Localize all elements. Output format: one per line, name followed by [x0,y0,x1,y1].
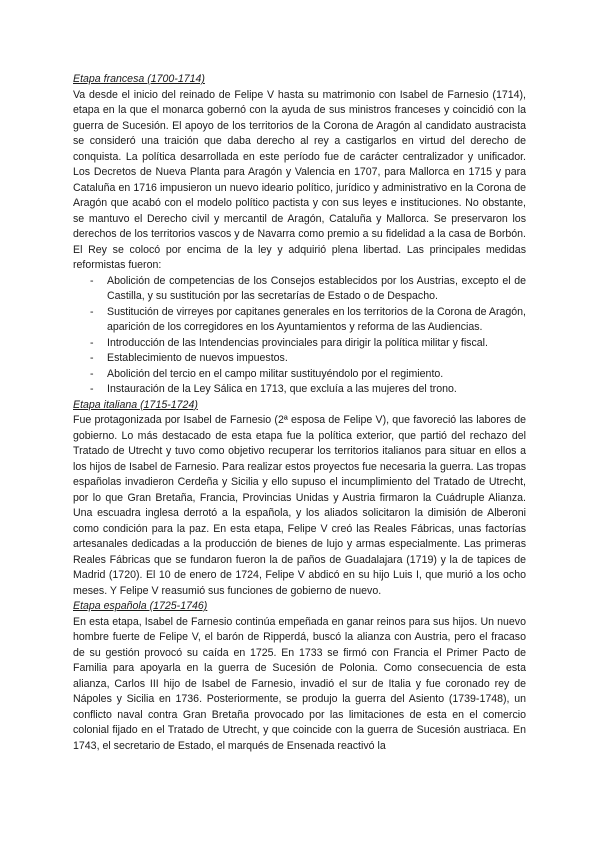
section-heading-espanola: Etapa española (1725-1746) [73,600,208,612]
section-heading-italiana: Etapa italiana (1715-1724) [73,398,198,411]
section-paragraph-italiana: Fue protagonizada por Isabel de Farnesio (2ª esposa de Felipe V), que favoreció las labores de gobierno. Lo más destacado de esta etapa fue la política exterior, que partió del rechazo del Tratado de Utrecht y tuvo como objetivo recuperar los territorios italianos para situar en ellos a los hijos de Isabel de Farnesio. Para realizar estos proyectos fue necesaria la guerra. Las tropas españolas invadieron Cerdeña y Sicilia y ello supuso el incumplimiento del Tratado de Utrecht, por lo que Gran Bretaña, Francia, Provincias Unidas y Austria firmaron la Cuádruple Alianza. Una escuadra inglesa derrotó a la española, y los aliados solicitaron la dimisión de Alberoni como condición para la paz. En esta etapa, Felipe V creó las Reales Fábricas, unas factorías artesanales dedicadas a la producción de bienes de lujo y armas especialmente. Las primeras Reales Fábricas que se fundaron fueron la de paños de Guadalajara (1719) y la de tapices de Madrid (1720). El 10 de enero de 1724, Felipe V abdicó en su hijo Luis I, que murió a los ocho meses. Y Felipe V reasumió sus funciones de gobierno de nuevo. [73,414,526,597]
reforms-list [73,274,526,398]
document-page [73,72,526,754]
list-item: - Abolición de competencias de los Consejos establecidos por los Austrias, excepto el de Castilla, y su sustitución por las secretarías de Estado o de Despacho. [107,274,526,305]
section-paragraph-francesa: Va desde el inicio del reinado de Felipe V hasta su matrimonio con Isabel de Farnesio (1714), etapa en la que el monarca gobernó con la ayuda de sus ministros franceses y coincidió con la guerra de Sucesión. El apoyo de los territorios de la Corona de Aragón al candidato austracista se consideró una traición que daba derecho al rey a castigarlos en virtud del derecho de conquista. La política desarrollada en este período fue de carácter centralizador y unificador. Los Decretos de Nueva Planta para Aragón y Valencia en 1707, para Mallorca en 1715 y para Cataluña en 1716 impusieron un nuevo ideario político, jurídico y administrativo en la Corona de Aragón que acabó con el modelo político pactista y con sus leyes e instituciones. No obstante, se mantuvo el Derecho civil y mercantil de Aragón, Cataluña y Mallorca. Se preservaron los derechos de los territorios vascos y de Navarra como premio a su fidelidad a la casa de Borbón. El Rey se colocó por encima de la ley y adquirió plena libertad. Las principales medidas reformistas fueron: [73,88,526,271]
list-item: - Abolición del tercio en el campo militar sustituyéndolo por el regimiento. [107,367,526,383]
section-heading-francesa: Etapa francesa (1700-1714) [73,73,205,85]
list-item: - Establecimiento de nuevos impuestos. [107,351,526,367]
list-item: - Sustitución de virreyes por capitanes generales en los territorios de la Corona de Aragón, aparición de los corregidores en los Ayuntamientos y reforma de las Audiencias. [107,305,526,336]
section-paragraph-espanola: En esta etapa, Isabel de Farnesio continúa empeñada en ganar reinos para sus hijos. Un nuevo hombre fuerte de Felipe V, el barón de Ripperdá, buscó la alianza con Austria, pero el fracaso de su gestión provocó su caída en 1725. En 1733 se firmó con Francia el Primer Pacto de Familia para apoyarla en la guerra de Sucesión de Polonia. Como consecuencia de esta alianza, Carlos III hijo de Isabel de Farnesio, invadió el sur de Italia y fue coronado rey de Nápoles y Sicilia en 1736. Posteriormente, se produjo la guerra del Asiento (1739-1748), un conflicto naval contra Gran Bretaña provocado por las limitaciones de esta en el comercio colonial fijado en el Tratado de Utrecht, y que coincide con la guerra de Sucesión austriaca. En 1743, el secretario de Estado, el marqués de Ensenada reactivó la [73,615,526,752]
list-item: - Introducción de las Intendencias provinciales para dirigir la política militar y fiscal. [107,336,526,352]
list-item: - Instauración de la Ley Sálica en 1713, que excluía a las mujeres del trono. [107,382,526,398]
